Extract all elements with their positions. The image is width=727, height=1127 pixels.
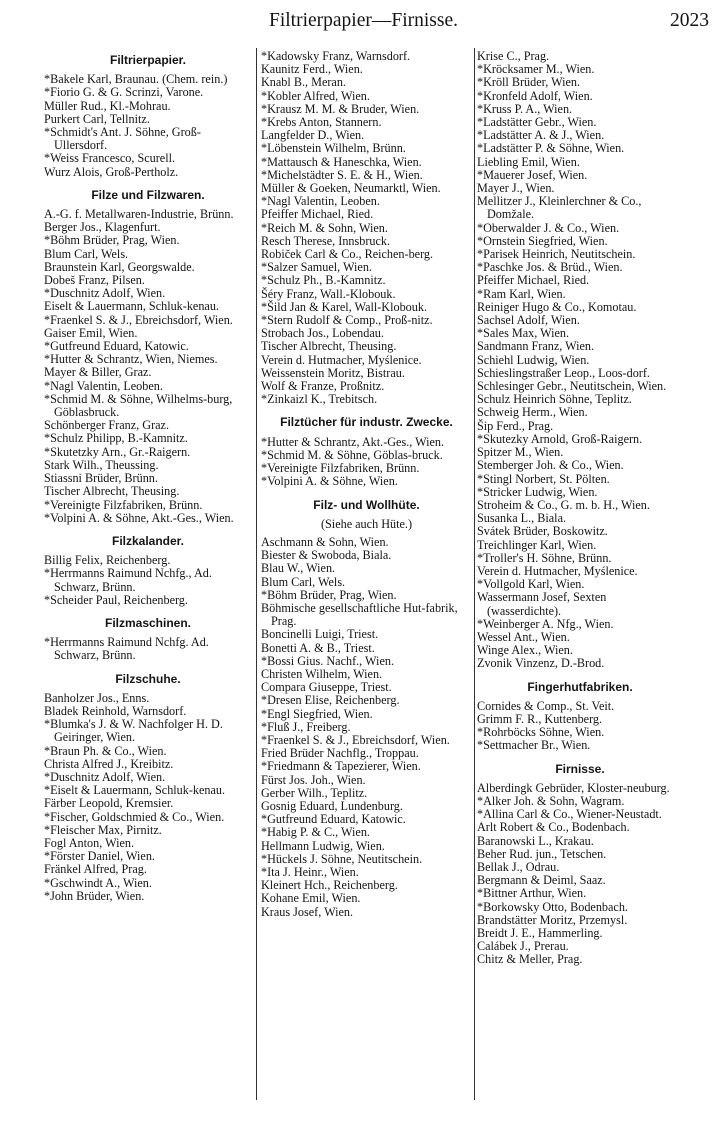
directory-entry: Bladek Reinhold, Warnsdorf. bbox=[44, 703, 187, 718]
directory-entry: *Allina Carl & Co., Wiener-Neustadt. bbox=[477, 807, 662, 822]
directory-entry: *Kröll Brüder, Wien. bbox=[477, 75, 581, 90]
directory-entry: Reiniger Hugo & Co., Komotau. bbox=[477, 299, 637, 314]
section-heading: Filz- und Wollhüte. bbox=[313, 497, 420, 512]
page-header bbox=[0, 10, 727, 38]
directory-entry: Winge Alex., Wien. bbox=[477, 643, 573, 658]
directory-entry: Kraus Josef, Wien. bbox=[261, 904, 354, 919]
directory-entry: Chitz & Meller, Prag. bbox=[477, 952, 583, 967]
directory-entry: Verein d. Hutmacher, Myślenice. bbox=[261, 352, 422, 367]
directory-entry: Alberdingk Gebrüder, Kloster-neuburg. bbox=[477, 780, 670, 795]
directory-entry: Billig Felix, Reichenberg. bbox=[44, 553, 171, 568]
directory-entry: *Ornstein Siegfried, Wien. bbox=[477, 233, 608, 248]
directory-entry: *Eiselt & Lauermann, Schluk-kenau. bbox=[44, 783, 226, 798]
directory-entry: *Vereinigte Filzfabriken, Brünn. bbox=[261, 461, 420, 476]
directory-entry: Šip Ferd., Prag. bbox=[477, 418, 554, 433]
directory-entry: Fogl Anton, Wien. bbox=[44, 835, 135, 850]
directory-entry: Schiehl Ludwig, Wien. bbox=[477, 352, 590, 367]
directory-entry: Dobeš Franz, Pilsen. bbox=[44, 273, 145, 288]
directory-entry: Strobach Jos., Lobendau. bbox=[261, 326, 384, 341]
directory-entry: *Duschnitz Adolf, Wien. bbox=[44, 769, 166, 784]
directory-entry: Fried Brüder Nachflg., Troppau. bbox=[261, 746, 419, 761]
directory-entry: Wurz Alois, Groß-Pertholz. bbox=[44, 164, 179, 179]
directory-entry: *Vollgold Karl, Wien. bbox=[477, 577, 585, 592]
directory-entry: *Böhm Brüder, Prag, Wien. bbox=[44, 233, 180, 248]
directory-entry: *Fischer, Goldschmied & Co., Wien. bbox=[44, 809, 225, 824]
directory-entry: *Schmid M. & Söhne, Göblas-bruck. bbox=[261, 447, 443, 462]
directory-entry: Schlesinger Gebr., Neutitschein, Wien. bbox=[477, 379, 667, 394]
directory-entry: *Skutezky Arnold, Groß-Raigern. bbox=[477, 431, 643, 446]
directory-entry: Compara Giuseppe, Triest. bbox=[261, 680, 392, 695]
directory-entry: *Fleischer Max, Pirnitz. bbox=[44, 822, 162, 837]
directory-entry: *Ladstätter A. & J., Wien. bbox=[477, 128, 605, 143]
directory-entry: *Löbenstein Wilhelm, Brünn. bbox=[261, 141, 406, 156]
directory-entry: Müller & Goeken, Neumarktl, Wien. bbox=[261, 181, 441, 196]
directory-entry: Susanka L., Biala. bbox=[477, 511, 567, 526]
directory-entry: Resch Therese, Innsbruck. bbox=[261, 233, 391, 248]
directory-entry: Kleinert Hch., Reichenberg. bbox=[261, 878, 398, 893]
directory-entry: *Parisek Heinrich, Neutitschein. bbox=[477, 247, 636, 262]
section-heading: Filztücher für industr. Zwecke. bbox=[280, 415, 453, 430]
directory-entry: Schieslingstraßer Leop., Loos-dorf. bbox=[477, 365, 650, 380]
directory-entry: *Michelstädter S. E. & H., Wien. bbox=[261, 167, 423, 182]
page-number: 2023 bbox=[670, 10, 709, 31]
directory-entry: *Gschwindt A., Wien. bbox=[44, 875, 152, 890]
directory-entry: *Bittner Arthur, Wien. bbox=[477, 886, 587, 901]
directory-entry: Mellitzer J., Kleinlerchner & Co., Domžale. bbox=[477, 194, 642, 222]
directory-entry: *Schmid M. & Söhne, Wilhelms-burg, Göblasbruck. bbox=[44, 391, 233, 420]
directory-entry: *Schulz Ph., B.-Kamnitz. bbox=[261, 273, 386, 288]
directory-entry: Biester & Swoboda, Biala. bbox=[261, 548, 392, 563]
directory-entry: Bergmann & Deiml, Saaz. bbox=[477, 873, 606, 888]
directory-entry: Purkert Carl, Tellnitz. bbox=[44, 111, 150, 126]
section-note: (Siehe auch Hüte.) bbox=[320, 516, 413, 531]
directory-entry: *Kruss P. A., Wien. bbox=[477, 101, 573, 116]
directory-entry: *Krausz M. M. & Bruder, Wien. bbox=[261, 101, 420, 116]
directory-entry: *Krebs Anton, Stannern. bbox=[261, 115, 382, 130]
directory-entry: Blau W., Wien. bbox=[261, 561, 336, 576]
directory-entry: *Schulz Philipp, B.-Kamnitz. bbox=[44, 431, 188, 446]
directory-entry: Blum Carl, Wels. bbox=[261, 574, 346, 589]
directory-entry: Arlt Robert & Co., Bodenbach. bbox=[477, 820, 630, 835]
directory-entry: *Reich M. & Sohn, Wien. bbox=[261, 220, 388, 235]
directory-entry: Müller Rud., Kl.-Mohrau. bbox=[44, 98, 171, 113]
directory-entry: Brandstätter Moritz, Przemysl. bbox=[477, 912, 628, 927]
directory-entry: *Schmidt's Ant. J. Söhne, Groß-Ullersdorf. bbox=[44, 125, 201, 153]
directory-entry: Svátek Brüder, Boskowitz. bbox=[477, 524, 608, 539]
directory-entry: Breidt J. E., Hammerling. bbox=[477, 926, 603, 940]
directory-entry: *Braun Ph. & Co., Wien. bbox=[44, 743, 167, 758]
directory-entry: Liebling Emil, Wien. bbox=[477, 154, 580, 169]
directory-entry: Wessel Ant., Wien. bbox=[477, 629, 570, 644]
section-heading: Filzschuhe. bbox=[115, 671, 181, 686]
directory-entry: *Salzer Samuel, Wien. bbox=[261, 260, 372, 275]
column-divider bbox=[474, 48, 475, 1100]
directory-entry: Mayer & Biller, Graz. bbox=[44, 365, 152, 380]
directory-entry: *Skutetzky Arn., Gr.-Raigern. bbox=[44, 444, 191, 459]
directory-entry: *Volpini A. & Söhne, Wien. bbox=[261, 474, 398, 489]
directory-entry: *Rohrböcks Söhne, Wien. bbox=[477, 725, 605, 740]
directory-entry: *Troller's H. Söhne, Brünn. bbox=[477, 550, 612, 565]
directory-entry: Gaiser Emil, Wien. bbox=[44, 325, 138, 340]
directory-entry: A.-G. f. Metallwaren-Industrie, Brünn. bbox=[44, 207, 234, 222]
directory-entry: Böhmische gesellschaftliche Hut-fabrik, Prag. bbox=[261, 600, 458, 629]
directory-entry: *Förster Daniel, Wien. bbox=[44, 849, 155, 864]
directory-entry: *Blumka's J. & W. Nachfolger H. D. Geiringer, Wien. bbox=[44, 717, 223, 745]
directory-entry: *Vereinigte Filzfabriken, Brünn. bbox=[44, 497, 203, 512]
directory-entry: Färber Leopold, Kremsier. bbox=[44, 796, 174, 811]
directory-entry: *Stingl Norbert, St. Pölten. bbox=[477, 471, 610, 486]
column-1 bbox=[44, 50, 252, 903]
directory-entry: *Kröcksamer M., Wien. bbox=[477, 62, 595, 77]
directory-entry: Tischer Albrecht, Theusing. bbox=[261, 339, 397, 354]
directory-entry: Pfeiffer Michael, Ried. bbox=[477, 273, 590, 288]
column-2 bbox=[261, 50, 472, 919]
directory-entry: *Hückels J. Söhne, Neutitschein. bbox=[261, 851, 423, 866]
directory-entry: Tischer Albrecht, Theusing. bbox=[44, 484, 180, 499]
directory-entry: Langfelder D., Wien. bbox=[261, 128, 365, 143]
directory-entry: Wassermann Josef, Sexten (wasserdichte). bbox=[477, 590, 607, 618]
directory-entry: *Duschnitz Adolf, Wien. bbox=[44, 286, 166, 301]
directory-entry: Aschmann & Sohn, Wien. bbox=[261, 534, 389, 549]
directory-entry: *Böhm Brüder, Prag, Wien. bbox=[261, 587, 397, 602]
directory-entry: *Ram Karl, Wien. bbox=[477, 286, 566, 301]
directory-entry: *Fiorio G. & G. Scrinzi, Varone. bbox=[44, 85, 204, 100]
directory-entry: *Ita J. Heinr., Wien. bbox=[261, 864, 359, 879]
directory-entry: Schweig Herm., Wien. bbox=[477, 405, 588, 420]
directory-entry: Stemberger Joh. & Co., Wien. bbox=[477, 458, 624, 473]
directory-entry: *Dresen Elise, Reichenberg. bbox=[261, 693, 400, 708]
directory-entry: *John Brüder, Wien. bbox=[44, 888, 145, 903]
directory-entry: Weissenstein Moritz, Bistrau. bbox=[261, 365, 405, 380]
directory-entry: *Oberwalder J. & Co., Wien. bbox=[477, 220, 620, 235]
directory-entry: *Herrmanns Raimund Nchfg. Ad. Schwarz, Brünn. bbox=[44, 635, 209, 663]
directory-entry: *Šild Jan & Karel, Wall-Klobouk. bbox=[261, 299, 428, 314]
page-title: Filtrierpapier—Firnisse. bbox=[268, 10, 458, 31]
directory-entry: Spitzer M., Wien. bbox=[477, 445, 564, 460]
directory-entry: Boncinelli Luigi, Triest. bbox=[261, 627, 379, 642]
directory-entry: Berger Jos., Klagenfurt. bbox=[44, 220, 161, 235]
directory-entry: *Stern Rudolf & Comp., Proß-nitz. bbox=[261, 313, 433, 328]
directory-entry: *Bakele Karl, Braunau. (Chem. rein.) bbox=[44, 72, 228, 87]
column-3 bbox=[477, 50, 683, 967]
directory-entry: *Volpini A. & Söhne, Akt.-Ges., Wien. bbox=[44, 510, 234, 525]
directory-entry: Robiček Carl & Co., Reichen-berg. bbox=[261, 247, 434, 262]
directory-entry: *Alker Joh. & Sohn, Wagram. bbox=[477, 793, 625, 808]
directory-entry: *Scheider Paul, Reichenberg. bbox=[44, 592, 188, 607]
directory-entry: *Mattausch & Haneschka, Wien. bbox=[261, 154, 422, 169]
section-heading: Filze und Filzwaren. bbox=[91, 187, 205, 202]
directory-entry: Šéry Franz, Wall.-Klobouk. bbox=[261, 286, 396, 301]
directory-entry: Bonetti A. & B., Triest. bbox=[261, 640, 375, 655]
directory-entry: Christa Alfred J., Kreibitz. bbox=[44, 756, 174, 771]
directory-entry: Krise C., Prag. bbox=[477, 49, 550, 63]
directory-entry: *Stricker Ludwig, Wien. bbox=[477, 484, 598, 499]
directory-entry: *Fluß J., Freiberg. bbox=[261, 719, 351, 734]
directory-entry: *Nagl Valentin, Leoben. bbox=[44, 378, 163, 393]
directory-entry: Wolf & Franze, Proßnitz. bbox=[261, 379, 385, 394]
directory-entry: Baranowski L., Krakau. bbox=[477, 833, 594, 848]
directory-entry: Christen Wilhelm, Wien. bbox=[261, 666, 383, 681]
directory-entry: Kohane Emil, Wien. bbox=[261, 891, 361, 906]
directory-entry: Hellmann Ludwig, Wien. bbox=[261, 838, 385, 853]
directory-entry: *Nagl Valentin, Leoben. bbox=[261, 194, 380, 209]
directory-entry: *Habig P. & C., Wien. bbox=[261, 825, 370, 840]
directory-entry: Cornides & Comp., St. Veit. bbox=[477, 698, 615, 713]
directory-entry: *Weiss Francesco, Scurell. bbox=[44, 151, 176, 166]
directory-entry: Mayer J., Wien. bbox=[477, 181, 555, 196]
directory-entry: Braunstein Karl, Georgswalde. bbox=[44, 259, 195, 274]
directory-entry: *Zinkaizl K., Trebitsch. bbox=[261, 392, 378, 407]
directory-entry: *Friedmann & Tapezierer, Wien. bbox=[261, 759, 421, 774]
section-heading: Firnisse. bbox=[555, 761, 605, 776]
directory-entry: *Fraenkel S. & J., Ebreichsdorf, Wien. bbox=[261, 732, 450, 747]
directory-entry: *Ladstätter P. & Söhne, Wien. bbox=[477, 141, 625, 156]
directory-entry: *Borkowsky Otto, Bodenbach. bbox=[477, 899, 628, 914]
section-heading: Filzkalander. bbox=[111, 533, 185, 548]
directory-entry: Schulz Heinrich Söhne, Teplitz. bbox=[477, 392, 632, 407]
directory-entry: Treichlinger Karl, Wien. bbox=[477, 537, 597, 552]
directory-entry: Sachsel Adolf, Wien. bbox=[477, 313, 580, 328]
directory-entry: Stark Wilh., Theussing. bbox=[44, 457, 159, 472]
directory-entry: *Hutter & Schrantz, Akt.-Ges., Wien. bbox=[261, 434, 445, 449]
directory-entry: Gosnig Eduard, Lundenburg. bbox=[261, 798, 403, 813]
directory-entry: Grimm F. R., Kuttenberg. bbox=[477, 711, 603, 726]
directory-entry: *Hutter & Schrantz, Wien, Niemes. bbox=[44, 352, 218, 367]
directory-entry: *Sales Max, Wien. bbox=[477, 326, 570, 341]
directory-entry: *Settmacher Br., Wien. bbox=[477, 738, 591, 753]
directory-entry: Sandmann Franz, Wien. bbox=[477, 339, 595, 354]
directory-entry: *Gutfreund Eduard, Katowic. bbox=[261, 812, 406, 827]
directory-entry: Fürst Jos. Joh., Wien. bbox=[261, 772, 366, 787]
directory-entry: *Ladstätter Gebr., Wien. bbox=[477, 115, 597, 130]
directory-entry: Schönberger Franz, Graz. bbox=[44, 418, 169, 433]
directory-entry: Calábek J., Prerau. bbox=[477, 939, 569, 954]
directory-entry: Gerber Wilh., Teplitz. bbox=[261, 785, 368, 800]
directory-entry: *Kobler Alfred, Wien. bbox=[261, 88, 370, 103]
directory-entry: Kaunitz Ferd., Wien. bbox=[261, 62, 363, 77]
directory-entry: Banholzer Jos., Enns. bbox=[44, 690, 150, 705]
directory-entry: *Gutfreund Eduard, Katowic. bbox=[44, 339, 189, 354]
directory-entry: Fränkel Alfred, Prag. bbox=[44, 862, 147, 877]
directory-entry: *Bossi Gius. Nachf., Wien. bbox=[261, 653, 394, 668]
directory-entry: *Fraenkel S. & J., Ebreichsdorf, Wien. bbox=[44, 312, 233, 327]
directory-entry: *Herrmanns Raimund Nchfg., Ad. Schwarz, Brünn. bbox=[44, 566, 212, 594]
directory-entry: Bellak J., Odrau. bbox=[477, 859, 560, 874]
directory-entry: Verein d. Hutmacher, Myślenice. bbox=[477, 563, 638, 578]
directory-entry: Zvonik Vinzenz, D.-Brod. bbox=[477, 656, 605, 671]
directory-entry: *Kadowsky Franz, Warnsdorf. bbox=[261, 49, 411, 63]
section-heading: Filzmaschinen. bbox=[104, 615, 192, 630]
directory-entry: *Kronfeld Adolf, Wien. bbox=[477, 88, 593, 103]
directory-entry: Beher Rud. jun., Tetschen. bbox=[477, 846, 607, 861]
section-heading: Filtrierpapier. bbox=[109, 53, 187, 67]
directory-entry: *Mauerer Josef, Wien. bbox=[477, 167, 588, 182]
directory-entry: Blum Carl, Wels. bbox=[44, 246, 129, 261]
directory-entry: Stiassni Brüder, Brünn. bbox=[44, 471, 158, 486]
section-heading: Fingerhutfabriken. bbox=[527, 679, 633, 694]
directory-entry: Stroheim & Co., G. m. b. H., Wien. bbox=[477, 497, 650, 512]
directory-entry: Knabl B., Meran. bbox=[261, 75, 346, 90]
directory-entry: Eiselt & Lauermann, Schluk-kenau. bbox=[44, 299, 219, 314]
directory-entry: *Weinberger A. Nfg., Wien. bbox=[477, 616, 614, 631]
directory-entry: *Engl Siegfried, Wien. bbox=[261, 706, 373, 721]
directory-entry: *Paschke Jos. & Brüd., Wien. bbox=[477, 260, 623, 275]
directory-entry: Pfeiffer Michael, Ried. bbox=[261, 207, 374, 222]
column-divider bbox=[256, 48, 257, 1100]
